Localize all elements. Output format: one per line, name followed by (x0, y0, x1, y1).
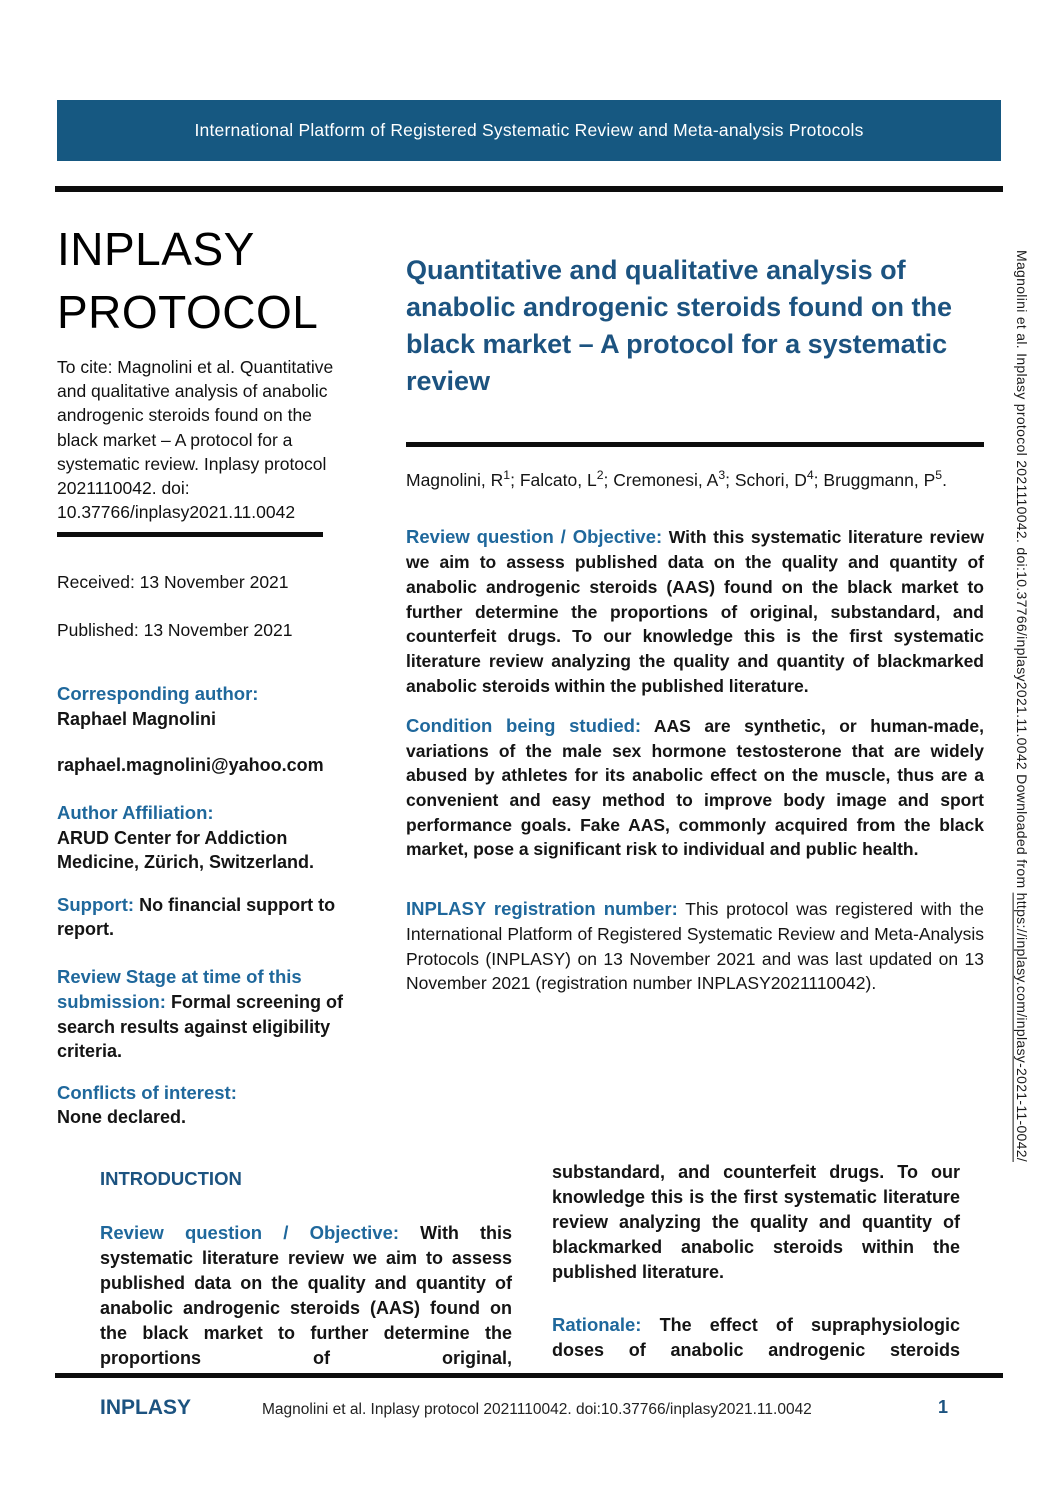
registration-label: INPLASY registration number: (406, 897, 678, 919)
condition-section (406, 713, 984, 862)
footer-citation: Magnolini et al. Inplasy protocol 2021110042. doi:10.37766/inplasy2021.11.0042 (262, 1401, 812, 1418)
review-question-section (406, 524, 984, 698)
registration-text: This protocol was registered with the International Platform of Registered Systematic Review and Meta-Analysis Protocols (INPLASY) on 13 November 2021 and was last updated on 13 November 2021 (registration number INPLASY2021110042). (406, 898, 984, 994)
sidebar-citation (1014, 250, 1030, 1410)
page-number: 1 (938, 1397, 949, 1417)
received-date: Received: 13 November 2021 (57, 572, 289, 593)
support-text: No financial support to report. (57, 894, 336, 940)
introduction-continuation-text: substandard, and counterfeit drugs. To our knowledge this is the first systematic literature review analyzing the quality and quantity of blackmarked anabolic steroids within the published literature. (552, 1162, 960, 1283)
conflicts-label: Conflicts of interest: (57, 1081, 237, 1103)
citation-divider (57, 532, 323, 537)
introduction-review-question (100, 1220, 512, 1371)
registration-section (406, 896, 984, 996)
author-3-affiliation-number: 3 (718, 467, 726, 482)
review-stage-label: Review Stage at time of this submission: (57, 965, 302, 1013)
author-list (406, 467, 984, 492)
conflicts-block (57, 1080, 349, 1130)
author-4-affiliation-number: 4 (806, 467, 814, 482)
article-column (406, 252, 984, 996)
introduction-review-question-label: Review question / Objective: (100, 1221, 400, 1243)
affiliation-text: ARUD Center for Addiction Medicine, Zürich, Switzerland. (57, 827, 315, 873)
author-1: Magnolini, $R^1$; (406, 467, 520, 490)
author-2-affiliation-number: 2 (596, 467, 604, 482)
metadata-column (57, 218, 349, 1130)
sidebar-citation-text: Magnolini et al. Inplasy protocol 2021110042. doi:10.37766/inplasy2021.11.0042 Downloaded from (1014, 250, 1030, 893)
conflicts-text: None declared. (57, 1107, 187, 1128)
corresponding-author-label: Corresponding author: (57, 683, 259, 705)
author-5-affiliation-number: 5 (935, 467, 943, 482)
review-stage-block (57, 964, 349, 1064)
article-title: Quantitative and qualitative analysis of anabolic androgenic steroids found on the black market – A protocol for a systematic review (406, 255, 953, 396)
condition-text: AAS are synthetic, or human-made, variations of the male sex hormone testosterone that are widely abused by athletes for its anabolic effect on the muscle, thus are a convenient and easy method to improve body image and sport performance goals. Fake AAS, commonly acquired from the black market, pose a significant risk to individual and public health. (406, 715, 984, 860)
rationale-label: Rationale: (552, 1314, 642, 1336)
rationale-text: The effect of supraphysiologic doses of anabolic androgenic steroids (552, 1315, 960, 1361)
corresponding-author-name: Raphael Magnolini (57, 708, 217, 729)
introduction-review-question-text: With this systematic literature review we aim to assess published data on the quality and quantity of anabolic androgenic steroids (AAS) found on the black market to further determine the proportions of original, (100, 1222, 512, 1368)
banner-title: International Platform of Registered Systematic Review and Meta-analysis Protocols (194, 120, 864, 140)
author-4: Schori, $D^4$; (734, 467, 824, 490)
sidebar-download-link[interactable]: https://inplasy.com/inplasy-2021-11-0042/ (1014, 892, 1030, 1162)
condition-label: Condition being studied: (406, 714, 642, 736)
brand-line2: PROTOCOL (57, 285, 319, 338)
author-email: raphael.magnolini@yahoo.com (57, 755, 324, 776)
author-2: Falcato, $L^2$; (519, 467, 614, 490)
introduction-heading: INTRODUCTION (100, 1168, 242, 1189)
author-1-affiliation-number: 1 (503, 467, 511, 482)
footer-divider (55, 1373, 1003, 1378)
review-question-text: With this systematic literature review we aim to assess published data on the quality and quantity of anabolic androgenic steroids (AAS) found on the black market to further determine the proportions of original, substandard, and counterfeit drugs. To our knowledge this is the first systematic literature review analyzing the quality and quantity of blackmarked anabolic steroids within the published literature. (406, 527, 984, 696)
citation-text: To cite: Magnolini et al. Quantitative and qualitative analysis of anabolic androgenic steroids found on the black market – A protocol for a systematic review. Inplasy protocol 2021110042. doi: 10.37766/inplasy2021.11.0042 (57, 357, 334, 522)
affiliation-block (57, 800, 349, 874)
protocol-brand (57, 218, 349, 343)
footer-brand: INPLASY (100, 1396, 192, 1419)
author-3: Cremonesi, $A^3$; (613, 467, 735, 490)
published-date: Published: 13 November 2021 (57, 620, 293, 641)
title-divider (406, 442, 984, 447)
affiliation-label: Author Affiliation: (57, 802, 214, 824)
rationale-section (552, 1312, 960, 1363)
journal-banner (57, 100, 1001, 161)
introduction-column-left (100, 1160, 512, 1371)
corresponding-author-block (57, 681, 349, 731)
review-question-label: Review question / Objective: (406, 526, 663, 548)
review-stage-text: Formal screening of search results against eligibility criteria. (57, 992, 344, 1062)
support-label: Support: (57, 893, 135, 915)
top-divider (55, 186, 1003, 192)
introduction-column-right (552, 1160, 960, 1363)
author-5: Bruggmann, $P^5$. (823, 467, 947, 490)
support-block (57, 892, 349, 942)
brand-line1: INPLASY (57, 223, 255, 275)
